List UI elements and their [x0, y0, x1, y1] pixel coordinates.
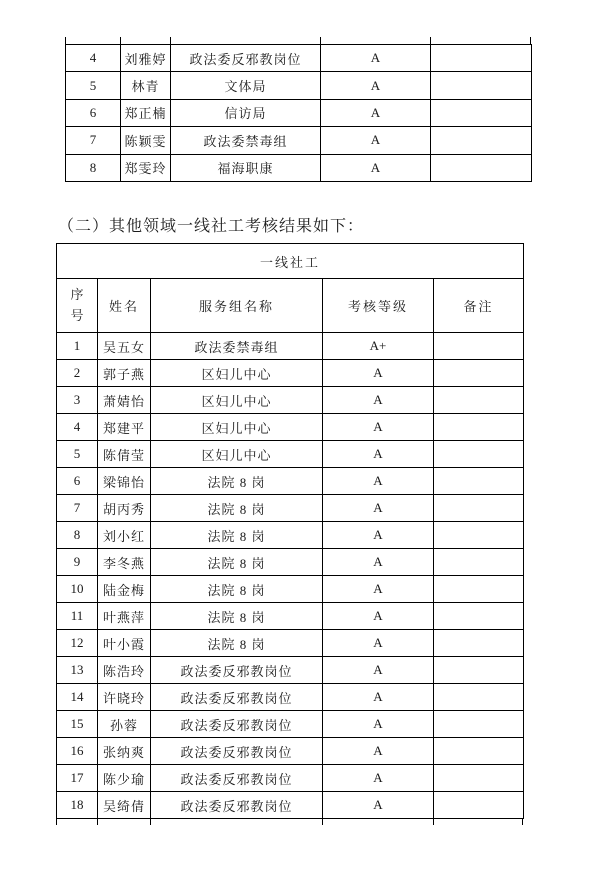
grade-cell: A	[323, 360, 434, 387]
name-cell: 陆金梅	[98, 576, 151, 603]
no-cell: 14	[57, 684, 98, 711]
name-cell: 陈少瑜	[98, 765, 151, 792]
no-cell: 9	[57, 549, 98, 576]
table-header-row	[57, 279, 524, 333]
group-cell: 政法委禁毒组	[171, 127, 321, 154]
grade-cell: A	[323, 684, 434, 711]
group-cell: 区妇儿中心	[151, 360, 323, 387]
no-cell: 8	[66, 154, 121, 181]
table-row	[57, 711, 524, 738]
name-cell: 刘雅婷	[121, 45, 171, 72]
table-continuation-stub	[65, 37, 66, 44]
grade-cell: A	[323, 738, 434, 765]
remark-cell	[431, 127, 532, 154]
table-title: 一线社工	[57, 244, 524, 279]
no-cell: 6	[66, 99, 121, 126]
remark-cell	[434, 468, 524, 495]
remark-cell	[434, 549, 524, 576]
name-cell: 陈颖雯	[121, 127, 171, 154]
group-cell: 法院 8 岗	[151, 603, 323, 630]
table-row	[66, 127, 532, 154]
no-cell: 17	[57, 765, 98, 792]
table-row	[66, 154, 532, 181]
group-cell: 法院 8 岗	[151, 630, 323, 657]
name-cell: 郭子燕	[98, 360, 151, 387]
no-cell: 11	[57, 603, 98, 630]
name-cell: 许晓玲	[98, 684, 151, 711]
table-continuation-stub	[430, 37, 431, 44]
table-row	[57, 684, 524, 711]
name-cell: 陈浩玲	[98, 657, 151, 684]
table-row	[57, 576, 524, 603]
group-cell: 法院 8 岗	[151, 522, 323, 549]
remark-cell	[434, 576, 524, 603]
no-cell: 7	[66, 127, 121, 154]
no-cell: 6	[57, 468, 98, 495]
no-cell: 12	[57, 630, 98, 657]
remark-cell	[434, 603, 524, 630]
table-continuation-stub	[170, 37, 171, 44]
remark-cell	[431, 72, 532, 99]
no-cell: 7	[57, 495, 98, 522]
table-continuation-stub	[530, 37, 531, 44]
group-cell: 政法委反邪教岗位	[151, 765, 323, 792]
table-row	[66, 45, 532, 72]
table-row	[57, 387, 524, 414]
grade-cell: A	[321, 45, 431, 72]
remark-cell	[434, 684, 524, 711]
grade-cell: A	[323, 468, 434, 495]
table-continuation-stub	[150, 818, 151, 825]
group-cell: 文体局	[171, 72, 321, 99]
group-cell: 区妇儿中心	[151, 414, 323, 441]
remark-cell	[434, 657, 524, 684]
name-cell: 郑雯玲	[121, 154, 171, 181]
group-cell: 区妇儿中心	[151, 441, 323, 468]
group-cell: 法院 8 岗	[151, 468, 323, 495]
table-continuation-stub	[433, 818, 434, 825]
name-cell: 萧婧怡	[98, 387, 151, 414]
name-cell: 郑正楠	[121, 99, 171, 126]
table-continuation-stub	[97, 818, 98, 825]
group-cell: 政法委禁毒组	[151, 333, 323, 360]
remark-cell	[431, 99, 532, 126]
grade-cell: A	[321, 127, 431, 154]
grade-cell: A	[323, 576, 434, 603]
remark-cell	[434, 441, 524, 468]
remark-cell	[434, 522, 524, 549]
remark-cell	[431, 45, 532, 72]
table-row	[57, 468, 524, 495]
table-continuation-stub	[522, 818, 523, 825]
group-cell: 政法委反邪教岗位	[151, 711, 323, 738]
no-cell: 13	[57, 657, 98, 684]
remark-cell	[434, 360, 524, 387]
group-cell: 政法委反邪教岗位	[151, 684, 323, 711]
grade-cell: A	[323, 441, 434, 468]
name-cell: 梁锦怡	[98, 468, 151, 495]
column-header-grade: 考核等级	[323, 279, 434, 333]
no-cell: 4	[66, 45, 121, 72]
grade-cell: A	[323, 522, 434, 549]
table-row	[57, 549, 524, 576]
no-cell: 4	[57, 414, 98, 441]
previous-table-body	[66, 45, 532, 182]
table-row	[66, 99, 532, 126]
name-cell: 林青	[121, 72, 171, 99]
table-row	[57, 333, 524, 360]
name-cell: 吴五女	[98, 333, 151, 360]
remark-cell	[434, 333, 524, 360]
name-cell: 叶燕萍	[98, 603, 151, 630]
group-cell: 政法委反邪教岗位	[171, 45, 321, 72]
name-cell: 吴绮倩	[98, 792, 151, 819]
name-cell: 刘小红	[98, 522, 151, 549]
grade-cell: A	[323, 495, 434, 522]
table-row	[57, 630, 524, 657]
group-cell: 法院 8 岗	[151, 495, 323, 522]
grade-cell: A	[323, 792, 434, 819]
column-header-service-group: 服务组名称	[151, 279, 323, 333]
no-cell: 15	[57, 711, 98, 738]
table-continuation-stub	[322, 818, 323, 825]
no-cell: 10	[57, 576, 98, 603]
group-cell: 福海职康	[171, 154, 321, 181]
remark-cell	[434, 387, 524, 414]
grade-cell: A+	[323, 333, 434, 360]
table-continuation-stub	[320, 37, 321, 44]
group-cell: 政法委反邪教岗位	[151, 738, 323, 765]
name-cell: 孙蓉	[98, 711, 151, 738]
table-row	[57, 495, 524, 522]
group-cell: 政法委反邪教岗位	[151, 792, 323, 819]
table-row	[57, 603, 524, 630]
no-cell: 1	[57, 333, 98, 360]
remark-cell	[434, 495, 524, 522]
table-title-row	[57, 244, 524, 279]
table-continuation-stub	[120, 37, 121, 44]
remark-cell	[434, 630, 524, 657]
no-cell: 8	[57, 522, 98, 549]
table-row	[57, 522, 524, 549]
frontline-social-worker-table	[56, 243, 524, 819]
name-cell: 李冬燕	[98, 549, 151, 576]
previous-section-table-continuation	[65, 44, 532, 182]
grade-cell: A	[323, 549, 434, 576]
table-row	[57, 441, 524, 468]
table-row	[57, 360, 524, 387]
table-row	[57, 738, 524, 765]
no-cell: 18	[57, 792, 98, 819]
group-cell: 区妇儿中心	[151, 387, 323, 414]
table-row	[57, 792, 524, 819]
grade-cell: A	[321, 99, 431, 126]
no-cell: 5	[57, 441, 98, 468]
name-cell: 郑建平	[98, 414, 151, 441]
remark-cell	[434, 738, 524, 765]
table-row	[57, 414, 524, 441]
frontline-table-body	[57, 333, 524, 819]
no-cell: 16	[57, 738, 98, 765]
remark-cell	[434, 711, 524, 738]
group-cell: 法院 8 岗	[151, 576, 323, 603]
remark-cell	[434, 414, 524, 441]
grade-cell: A	[323, 657, 434, 684]
remark-cell	[431, 154, 532, 181]
no-cell: 3	[57, 387, 98, 414]
column-header-remark: 备注	[434, 279, 524, 333]
remark-cell	[434, 792, 524, 819]
name-cell: 陈倩莹	[98, 441, 151, 468]
remark-cell	[434, 765, 524, 792]
table-row	[57, 765, 524, 792]
group-cell: 政法委反邪教岗位	[151, 657, 323, 684]
table-row	[66, 72, 532, 99]
name-cell: 张纳爽	[98, 738, 151, 765]
table-row	[57, 657, 524, 684]
column-header-serial	[57, 279, 98, 333]
column-header-name: 姓名	[98, 279, 151, 333]
no-cell: 5	[66, 72, 121, 99]
table-continuation-stub	[56, 818, 57, 825]
section-heading: （二）其他领域一线社工考核结果如下：	[58, 218, 365, 235]
grade-cell: A	[323, 414, 434, 441]
grade-cell: A	[323, 603, 434, 630]
grade-cell: A	[323, 711, 434, 738]
name-cell: 胡丙秀	[98, 495, 151, 522]
grade-cell: A	[323, 387, 434, 414]
group-cell: 法院 8 岗	[151, 549, 323, 576]
no-cell: 2	[57, 360, 98, 387]
name-cell: 叶小霞	[98, 630, 151, 657]
grade-cell: A	[321, 72, 431, 99]
grade-cell: A	[321, 154, 431, 181]
column-header-serial-label: 序号	[70, 287, 84, 323]
grade-cell: A	[323, 765, 434, 792]
group-cell: 信访局	[171, 99, 321, 126]
grade-cell: A	[323, 630, 434, 657]
